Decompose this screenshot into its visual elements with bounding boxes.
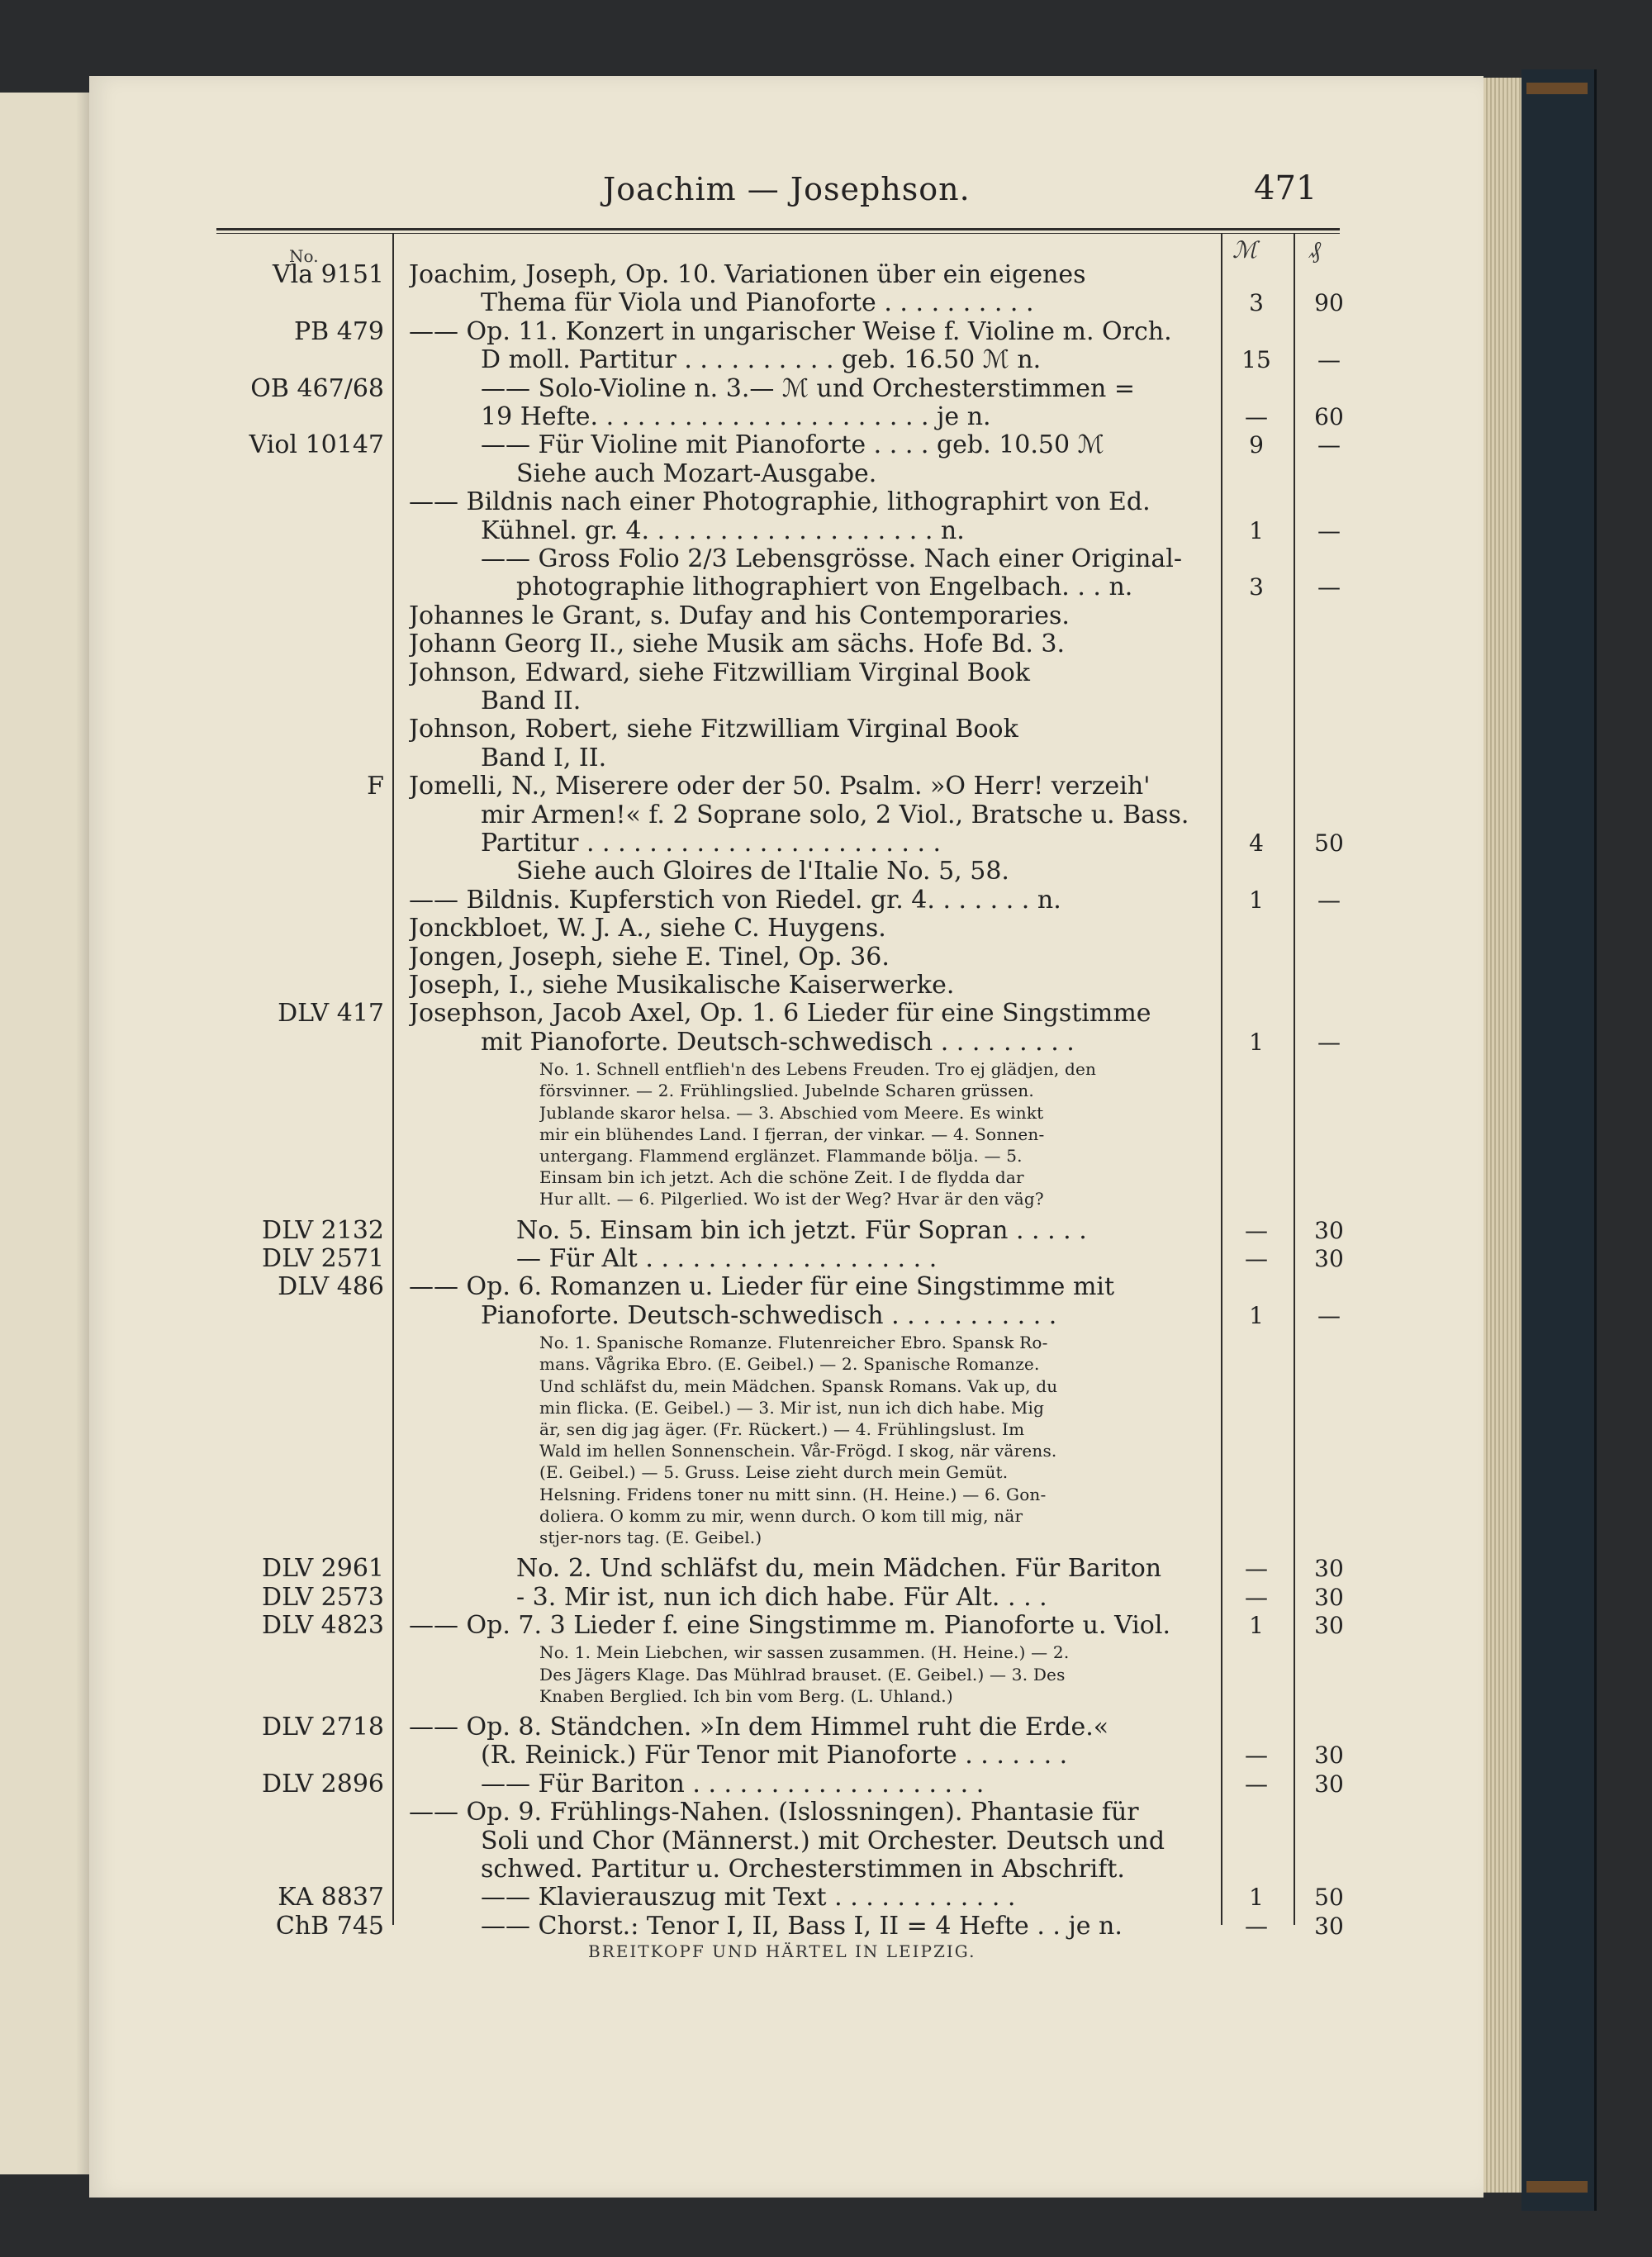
price-mark: 1 (1249, 886, 1264, 914)
song-list-note: (E. Geibel.) — 5. Gruss. Leise zieht durch mein Gemüt. (539, 1462, 1009, 1483)
page-number: 471 (1254, 169, 1317, 207)
price-mark: 1 (1249, 1028, 1264, 1056)
entry-text: Jonckbloet, W. J. A., siehe C. Huygens. (409, 915, 886, 943)
price-pfennig: 30 (1314, 1555, 1344, 1583)
entry-text: - 3. Mir ist, nun ich dich habe. Für Alt. . . . (516, 1583, 1047, 1612)
price-pfennig: — (1317, 346, 1341, 374)
song-list-note: mir ein blühendes Land. I fjerran, der vinkar. — 4. Sonnen- (539, 1124, 1045, 1144)
song-list-note: är, sen dig jag äger. (Fr. Rückert.) — 4. Frühlingslust. Im (539, 1419, 1025, 1439)
song-list-note: mans. Vågrika Ebro. (E. Geibel.) — 2. Spanische Romanze. (539, 1354, 1040, 1375)
entry-text: Partitur . . . . . . . . . . . . . . . . . . . . . . . (481, 829, 942, 858)
song-list-note: No. 1. Mein Liebchen, wir sassen zusammen. (H. Heine.) — 2. (539, 1642, 1070, 1663)
song-list-note: No. 1. Schnell entflieh'n des Lebens Freuden. Tro ej glädjen, den (539, 1059, 1097, 1080)
entry-text: —— Für Violine mit Pianoforte . . . . geb. 10.50 ℳ (481, 431, 1104, 460)
catalog-number: DLV 2573 (262, 1582, 384, 1612)
entry-text: Jomelli, N., Miserere oder der 50. Psalm. »O Herr! verzeih' (409, 772, 1151, 801)
price-mark: 4 (1249, 829, 1264, 857)
price-pfennig: — (1317, 886, 1341, 914)
price-mark: — (1245, 1912, 1268, 1940)
entry-text: schwed. Partitur u. Orchesterstimmen in Abschrift. (481, 1855, 1125, 1884)
price-mark: 1 (1249, 1884, 1264, 1912)
catalog-number: DLV 2718 (262, 1713, 384, 1741)
entry-text: Josephson, Jacob Axel, Op. 1. 6 Lieder für eine Singstimme (409, 1000, 1151, 1029)
price-pfennig: 60 (1314, 403, 1344, 430)
entry-text: Joachim, Joseph, Op. 10. Variationen über ein eigenes (409, 261, 1086, 289)
entry-text: —— Chorst.: Tenor I, II, Bass I, II = 4 Hefte . . je n. (481, 1912, 1123, 1941)
price-pfennig: — (1317, 1301, 1341, 1329)
entry-text: Band I, II. (481, 744, 607, 772)
price-pfennig: — (1317, 573, 1341, 601)
price-pfennig: 90 (1314, 289, 1344, 317)
price-pfennig: 30 (1314, 1245, 1344, 1272)
entry-text: No. 2. Und schläfst du, mein Mädchen. Für Bariton (516, 1555, 1162, 1584)
number-column-label: No. (289, 246, 319, 266)
entry-text: mit Pianoforte. Deutsch-schwedisch . . . . . . . . . (481, 1028, 1075, 1057)
catalog-number: OB 467/68 (250, 373, 384, 403)
column-rule-left (392, 233, 394, 1925)
entry-text: —— Op. 9. Frühlings-Nahen. (Islossningen). Phantasie für (409, 1798, 1139, 1827)
price-mark: — (1245, 1555, 1268, 1583)
price-mark: 3 (1249, 573, 1264, 601)
entry-text: —— Op. 11. Konzert in ungarischer Weise f. Violine m. Orch. (409, 317, 1172, 346)
price-pfennig: 30 (1314, 1912, 1344, 1940)
song-list-note: min flicka. (E. Geibel.) — 3. Mir ist, nun ich dich habe. Mig (539, 1397, 1045, 1418)
entry-text: D moll. Partitur . . . . . . . . . . geb. 16.50 ℳ n. (481, 346, 1042, 375)
pfennig-column-label: ₰ (1309, 236, 1321, 264)
page-edges (1483, 78, 1521, 2193)
catalog-number: PB 479 (293, 316, 384, 346)
entry-text: Johann Georg II., siehe Musik am sächs. Hofe Bd. 3. (409, 630, 1066, 659)
entry-text: —— Bildnis. Kupferstich von Riedel. gr. 4. . . . . . . n. (409, 886, 1061, 915)
catalog-number: DLV 2961 (262, 1554, 384, 1584)
price-pfennig: 30 (1314, 1216, 1344, 1244)
entry-text: Kühnel. gr. 4. . . . . . . . . . . . . . . . . . . n. (481, 516, 965, 545)
entry-text: —— Op. 7. 3 Lieder f. eine Singstimme m. Pianoforte u. Viol. (409, 1612, 1171, 1640)
price-pfennig: 30 (1314, 1741, 1344, 1770)
entry-text: Siehe auch Gloires de l'Italie No. 5, 58. (516, 858, 1009, 886)
song-list-note: Helsning. Fridens toner nu mitt sinn. (H. Heine.) — 6. Gon- (539, 1484, 1047, 1504)
song-list-note: Jublande skaror helsa. — 3. Abschied vom Meere. Es winkt (539, 1102, 1044, 1123)
price-mark: — (1245, 1216, 1268, 1244)
entry-text: Johnson, Edward, siehe Fitzwilliam Virginal Book (409, 658, 1030, 687)
entry-text: Band II. (481, 687, 582, 715)
entry-text: mir Armen!« f. 2 Soprane solo, 2 Viol., Bratsche u. Bass. (481, 801, 1189, 829)
catalog-number: Vla 9151 (272, 260, 384, 289)
entry-text: Johannes le Grant, s. Dufay and his Contemporaries. (409, 601, 1070, 630)
entry-text: (R. Reinick.) Für Tenor mit Pianoforte . . . . . . . (481, 1741, 1068, 1770)
catalog-number: DLV 2896 (262, 1769, 384, 1798)
price-mark: 1 (1249, 1301, 1264, 1329)
song-list-note: försvinner. — 2. Frühlingslied. Jubelnde Scharen grüssen. (539, 1081, 1034, 1101)
entry-text: —— Solo-Violine n. 3.— ℳ und Orchesterstimmen = (481, 374, 1135, 403)
catalog-number: DLV 486 (278, 1272, 384, 1302)
catalog-number: KA 8837 (278, 1883, 384, 1913)
catalog-number: F (367, 772, 384, 801)
entry-text: —— Op. 8. Ständchen. »In dem Himmel ruht die Erde.« (409, 1713, 1109, 1741)
song-list-note: Des Jägers Klage. Das Mühlrad brauset. (E. Geibel.) — 3. Des (539, 1664, 1066, 1684)
price-pfennig: — (1317, 516, 1341, 544)
entry-text: Johnson, Robert, siehe Fitzwilliam Virginal Book (409, 715, 1018, 744)
entry-text: —— Bildnis nach einer Photographie, lithographirt von Ed. (409, 488, 1151, 517)
price-pfennig: — (1317, 431, 1341, 459)
cover-band (1526, 83, 1588, 94)
cover-band (1526, 2181, 1588, 2193)
song-list-note: Knaben Berglied. Ich bin vom Berg. (L. Uhland.) (539, 1685, 953, 1706)
price-pfennig: 50 (1314, 1884, 1344, 1912)
header-rule (216, 228, 1340, 230)
header-rule-thin (216, 233, 1340, 234)
entry-text: 19 Hefte. . . . . . . . . . . . . . . . . . . . . . je n. (481, 403, 991, 431)
price-mark: — (1245, 1770, 1268, 1798)
publisher-footer: BREITKOPF UND HÄRTEL IN LEIPZIG. (588, 1941, 976, 1961)
song-list-note: Hur allt. — 6. Pilgerlied. Wo ist der Weg? Hvar är den väg? (539, 1189, 1044, 1209)
entry-text: —— Klavierauszug mit Text . . . . . . . . . . . . (481, 1884, 1016, 1913)
song-list-note: stjer-nors tag. (E. Geibel.) (539, 1528, 762, 1547)
entry-text: No. 5. Einsam bin ich jetzt. Für Sopran . . . . . (516, 1216, 1087, 1245)
catalog-number: ChB 745 (275, 1911, 384, 1941)
price-pfennig: — (1317, 1028, 1341, 1056)
entry-text: photographie lithographiert von Engelbach. . . n. (516, 573, 1133, 602)
price-mark: 9 (1249, 431, 1264, 459)
price-mark: 1 (1249, 1612, 1264, 1639)
catalog-number: DLV 2571 (262, 1244, 384, 1273)
entry-text: —— Op. 6. Romanzen u. Lieder für eine Singstimme mit (409, 1273, 1115, 1302)
price-pfennig: 30 (1314, 1583, 1344, 1611)
song-list-note: untergang. Flammend erglänzet. Flammande bölja. — 5. (539, 1146, 1023, 1166)
price-pfennig: 50 (1314, 829, 1344, 857)
catalog-number: Viol 10147 (249, 430, 384, 460)
price-mark: 15 (1241, 346, 1271, 374)
song-list-note: No. 1. Spanische Romanze. Flutenreicher Ebro. Spansk Ro- (539, 1333, 1048, 1353)
price-mark: 3 (1249, 289, 1264, 317)
song-list-note: Wald im hellen Sonnenschein. Vår-Frögd. I skog, när värens. (539, 1441, 1057, 1461)
price-mark: — (1245, 1245, 1268, 1272)
catalog-number: DLV 4823 (262, 1611, 384, 1640)
entry-text: —— Gross Folio 2/3 Lebensgrösse. Nach einer Original- (481, 545, 1183, 573)
catalog-number: DLV 417 (278, 999, 384, 1029)
price-mark: — (1245, 1583, 1268, 1611)
entry-text: Joseph, I., siehe Musikalische Kaiserwerke. (409, 972, 955, 1000)
entry-text: — Für Alt . . . . . . . . . . . . . . . . . . . (516, 1245, 938, 1273)
price-mark: — (1245, 1741, 1268, 1770)
song-list-note: Und schläfst du, mein Mädchen. Spansk Romans. Vak up, du (539, 1376, 1058, 1396)
price-mark: 1 (1249, 516, 1264, 544)
price-pfennig: 30 (1314, 1770, 1344, 1798)
price-pfennig: 30 (1314, 1612, 1344, 1639)
entry-text: Thema für Viola und Pianoforte . . . . . . . . . . (481, 289, 1034, 318)
entry-text: Jongen, Joseph, siehe E. Tinel, Op. 36. (409, 943, 890, 972)
book-cover (1521, 69, 1597, 2211)
entry-text: Siehe auch Mozart-Ausgabe. (516, 459, 877, 488)
entry-text: —— Für Bariton . . . . . . . . . . . . . . . . . . . (481, 1770, 985, 1798)
entry-text: Pianoforte. Deutsch-schwedisch . . . . . . . . . . . (481, 1301, 1057, 1330)
entry-text: Soli und Chor (Männerst.) mit Orchester. Deutsch und (481, 1827, 1165, 1855)
running-header: Joachim — Josephson. (603, 171, 971, 207)
song-list-note: Einsam bin ich jetzt. Ach die schöne Zeit. I de flydda dar (539, 1167, 1024, 1188)
mark-column-label: ℳ (1232, 236, 1257, 264)
price-mark: — (1245, 403, 1268, 430)
catalog-number: DLV 2132 (262, 1215, 384, 1245)
song-list-note: doliera. O komm zu mir, wenn durch. O kom till mig, när (539, 1505, 1023, 1526)
